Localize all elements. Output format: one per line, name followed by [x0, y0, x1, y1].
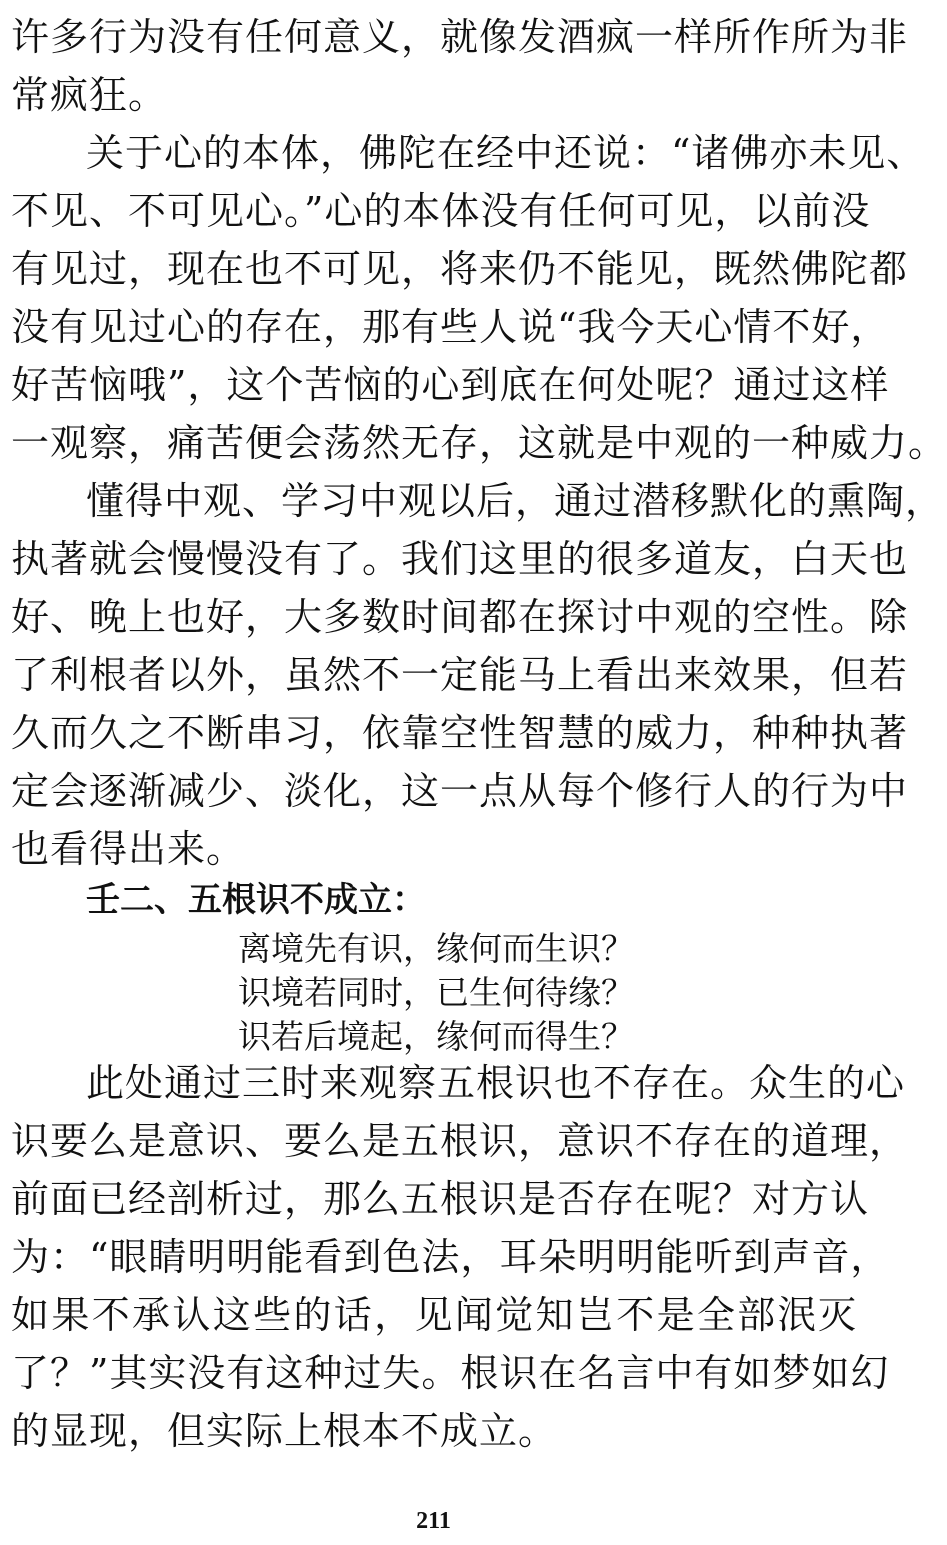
body-line: 好苦恼哦”，这个苦恼的心到底在何处呢？通过这样 [11, 363, 890, 407]
body-line: 了利根者以外，虽然不一定能马上看出来效果，但若 [11, 653, 909, 697]
verse-line: 识境若同时，已生何待缘？ [238, 973, 634, 1012]
body-line: 也看得出来。 [11, 827, 246, 871]
commentary-line: 为：“眼睛明明能看到色法，耳朵明明能听到声音， [11, 1235, 890, 1279]
commentary-line: 了？”其实没有这种过失。根识在名言中有如梦如幻 [11, 1351, 890, 1395]
body-line: 有见过，现在也不可见，将来仍不能见，既然佛陀都 [11, 247, 909, 291]
commentary-line: 识要么是意识、要么是五根识，意识不存在的道理， [11, 1119, 909, 1163]
body-line: 许多行为没有任何意义，就像发酒疯一样所作所为非 [11, 15, 909, 59]
body-line: 懂得中观、学习中观以后，通过潜移默化的熏陶， [86, 479, 945, 523]
body-line: 久而久之不断串习，依靠空性智慧的威力，种种执著 [11, 711, 909, 755]
body-line: 定会逐渐减少、淡化，这一点从每个修行人的行为中 [11, 769, 909, 813]
verse-line: 识若后境起，缘何而得生？ [238, 1017, 634, 1056]
body-line: 常疯狂。 [11, 73, 168, 117]
body-line: 一观察，痛苦便会荡然无存，这就是中观的一种威力。 [11, 421, 947, 465]
body-line: 没有见过心的存在，那有些人说“我今天心情不好， [11, 305, 890, 349]
commentary-line: 此处通过三时来观察五根识也不存在。众生的心 [86, 1061, 906, 1105]
body-line: 好、晚上也好，大多数时间都在探讨中观的空性。除 [11, 595, 909, 639]
body-line: 执著就会慢慢没有了。我们这里的很多道友，白天也 [11, 537, 909, 581]
page-number: 211 [416, 1508, 451, 1534]
commentary-line: 如果不承认这些的话，见闻觉知岂不是全部泯灭 [11, 1293, 857, 1337]
body-line: 不见、不可见心。”心的本体没有任何可见，以前没 [11, 189, 871, 233]
body-line: 关于心的本体，佛陀在经中还说：“诸佛亦未见、 [86, 131, 926, 175]
commentary-line: 的显现，但实际上根本不成立。 [11, 1409, 558, 1453]
section-heading: 壬二、五根识不成立： [86, 880, 426, 920]
commentary-line: 前面已经剖析过，那么五根识是否存在呢？对方认 [11, 1177, 870, 1221]
verse-line: 离境先有识，缘何而生识？ [238, 929, 634, 968]
